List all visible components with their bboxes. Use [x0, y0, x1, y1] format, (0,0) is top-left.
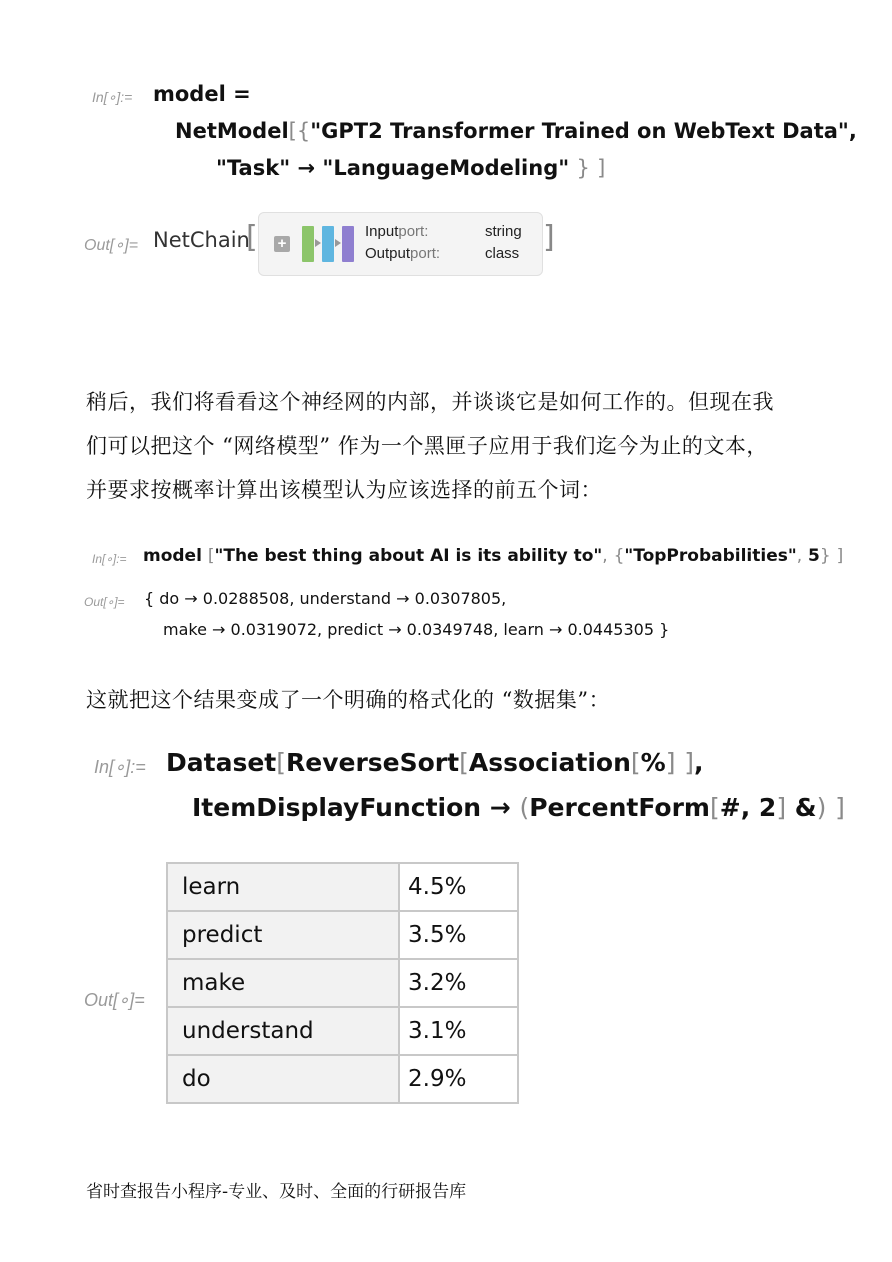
- bracket: [: [288, 119, 297, 143]
- summary-bracket-right: ]: [543, 220, 555, 255]
- code-line[interactable]: model =: [153, 82, 251, 106]
- bracket: ]: [835, 793, 845, 822]
- output-label: Out[∘]=: [84, 990, 145, 1010]
- bracket: ]: [836, 546, 844, 566]
- function-name: PercentForm: [529, 793, 710, 822]
- code-line[interactable]: [175, 119, 857, 143]
- bracket: ]: [776, 793, 787, 822]
- function-name: Association: [468, 748, 631, 777]
- table-row[interactable]: [167, 1055, 518, 1103]
- table-row[interactable]: [167, 1007, 518, 1055]
- brace: {: [613, 546, 625, 566]
- input-label: In[∘]:=: [94, 757, 146, 777]
- word-cell: learn: [167, 863, 399, 911]
- input-port-value: string: [485, 223, 522, 240]
- number: 2: [758, 793, 777, 822]
- percent-cell: 3.2%: [399, 959, 518, 1007]
- bracket: ]: [597, 156, 606, 180]
- output-port-key: Outputport:: [365, 245, 441, 262]
- word-cell: make: [167, 959, 399, 1007]
- output-port-value: class: [485, 245, 520, 262]
- body-paragraph: 这就把这个结果变成了一个明确的格式化的 “数据集”：: [86, 688, 611, 712]
- netchain-summary-box[interactable]: [258, 212, 543, 276]
- table-row[interactable]: [167, 911, 518, 959]
- input-label: In[∘]:=: [92, 552, 127, 566]
- code-line[interactable]: [143, 546, 843, 566]
- paragraph-line: 并要求按概率计算出该模型认为应该选择的前五个词：: [86, 478, 602, 502]
- output-label: Out[∘]=: [84, 595, 125, 609]
- output-label: Out[∘]=: [84, 237, 139, 254]
- string-literal: "LanguageModeling": [322, 156, 570, 180]
- string-literal: "Task": [216, 156, 291, 180]
- slot: %: [640, 748, 666, 777]
- body-paragraph: [86, 380, 846, 512]
- bracket: ]: [684, 748, 694, 777]
- code-line[interactable]: [192, 793, 845, 822]
- function-name: ReverseSort: [286, 748, 460, 777]
- brace: {: [296, 119, 311, 143]
- string-literal: "The best thing about AI is its ability to": [214, 546, 603, 566]
- comma: ,: [796, 546, 803, 566]
- paren: (: [519, 793, 530, 822]
- bracket: [: [630, 748, 641, 777]
- layer-block-icon: [302, 226, 314, 262]
- input-port-key: Inputport:: [365, 223, 429, 240]
- arrow-icon: [315, 239, 321, 247]
- percent-cell: 4.5%: [399, 863, 518, 911]
- comma: ,: [693, 748, 704, 777]
- footer-text: 省时查报告小程序-专业、及时、全面的行研报告库: [86, 1182, 467, 1202]
- percent-cell: 2.9%: [399, 1055, 518, 1103]
- netchain-head: NetChain: [153, 228, 250, 252]
- paren: ): [816, 793, 827, 822]
- expand-plus-icon[interactable]: +: [274, 236, 290, 252]
- bracket: [: [276, 748, 286, 777]
- slot: #: [719, 793, 741, 822]
- table-row[interactable]: [167, 959, 518, 1007]
- string-literal: "GPT2 Transformer Trained on WebText Data": [310, 119, 849, 143]
- input-label: In[∘]:=: [92, 89, 133, 105]
- layer-block-icon: [322, 226, 334, 262]
- arrow: →: [297, 156, 316, 180]
- bracket: [: [207, 546, 215, 566]
- paragraph-line: 们可以把这个 “网络模型” 作为一个黑匣子应用于我们迄今为止的文本，: [86, 434, 768, 458]
- output-line: make → 0.0319072, predict → 0.0349748, learn → 0.0445305 }: [163, 620, 670, 639]
- brace: }: [819, 546, 831, 566]
- word-cell: predict: [167, 911, 399, 959]
- function-name: NetModel: [175, 119, 289, 143]
- comma: ,: [602, 546, 608, 566]
- comma: ,: [740, 793, 751, 822]
- percent-cell: 3.5%: [399, 911, 518, 959]
- function-name: Dataset: [166, 748, 277, 777]
- word-cell: understand: [167, 1007, 399, 1055]
- percent-cell: 3.1%: [399, 1007, 518, 1055]
- code-line[interactable]: [216, 156, 605, 180]
- arrow-icon: [335, 239, 341, 247]
- bracket: [: [709, 793, 720, 822]
- bracket: ]: [665, 748, 676, 777]
- number: 5: [808, 546, 820, 566]
- summary-bracket-left: [: [246, 220, 258, 255]
- table-row[interactable]: [167, 863, 518, 911]
- layer-block-icon: [342, 226, 354, 262]
- bracket: [: [459, 748, 469, 777]
- paragraph-line: 稍后，我们将看看这个神经网的内部，并谈谈它是如何工作的。但现在我: [86, 390, 774, 414]
- comma: ,: [848, 119, 857, 143]
- brace: }: [576, 156, 590, 180]
- dataset-table[interactable]: [166, 862, 519, 1104]
- function-name: model: [143, 546, 202, 566]
- function-name: ItemDisplayFunction: [192, 793, 482, 822]
- ampersand: &: [794, 793, 817, 822]
- word-cell: do: [167, 1055, 399, 1103]
- code-line[interactable]: [166, 748, 703, 777]
- arrow: →: [489, 793, 511, 822]
- output-line: { do → 0.0288508, understand → 0.0307805,: [144, 589, 507, 608]
- string-literal: "TopProbabilities": [624, 546, 797, 566]
